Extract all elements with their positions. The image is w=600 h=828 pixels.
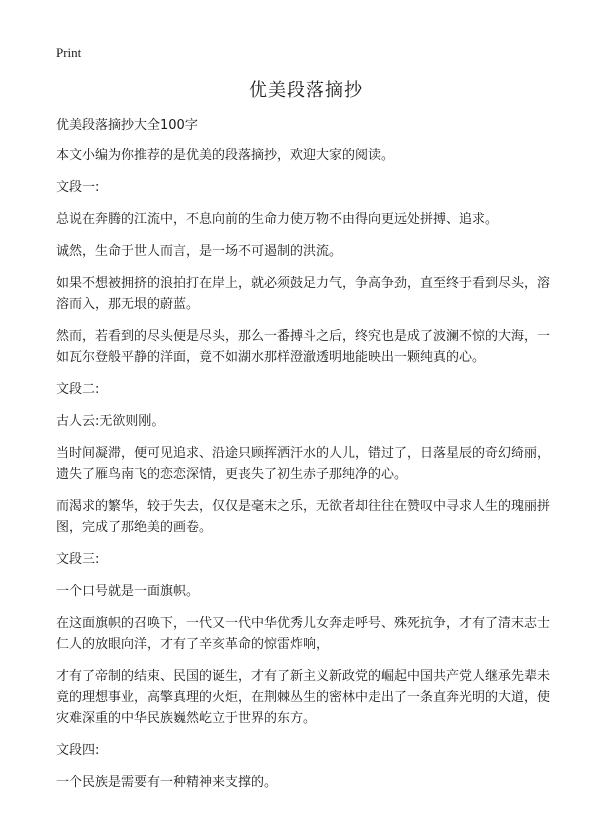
section-heading-3: 文段三: [56,552,100,567]
section-1-paragraph-3: 如果不想被拥挤的浪拍打在岸上，就必须鼓足力气，争高争劲，直至终于看到尽头，溶溶而入，那无垠的蔚蓝。 [56,276,551,312]
section-2-paragraph-2: 当时间凝滞，便可见追求、沿途只顾挥洒汗水的人儿，错过了，日落星辰的奇幻绮丽，遗失了雁鸟南飞的恋恋深情，更丧失了初生赤子那纯净的心。 [56,446,551,482]
print-link[interactable]: Print [56,45,82,60]
section-heading-1: 文段一: [56,180,100,195]
section-heading-2: 文段二: [56,382,100,397]
section-2-paragraph-1: 古人云:无欲则刚。 [56,414,165,429]
section-heading-4: 文段四: [56,743,100,758]
document-subtitle: 优美段落摘抄大全100字 [56,118,198,133]
section-2-paragraph-3: 而渴求的繁华，较于失去，仅仅是毫末之乐，无欲者却往往在赞叹中寻求人生的瑰丽拼图，完成了那绝美的画卷。 [56,499,551,535]
section-1-paragraph-2: 诚然，生命于世人而言，是一场不可遏制的洪流。 [56,244,343,259]
section-3-paragraph-1: 一个口号就是一面旗帜。 [56,584,200,599]
document-title: 优美段落摘抄 [249,80,363,101]
section-1-paragraph-1: 总说在奔腾的江流中，不息向前的生命力使万物不由得向更远处拼搏、追求。 [56,212,499,227]
section-1-paragraph-4: 然而，若看到的尽头便是尽头，那么一番搏斗之后，终究也是成了波澜不惊的大海，一如瓦尔登般平静的洋面，竟不如湖水那样澄澈透明地能映出一颗纯真的心。 [56,329,551,365]
section-3-paragraph-2: 在这面旗帜的召唤下，一代又一代中华优秀儿女奔走呼号、殊死抗争，才有了清末志士仁人的放眼向洋，才有了辛亥革命的惊雷炸响， [56,616,551,652]
section-4-paragraph-1: 一个民族是需要有一种精神来支撑的。 [56,775,278,790]
intro-paragraph: 本文小编为你推荐的是优美的段落摘抄，欢迎大家的阅读。 [56,148,395,163]
section-3-paragraph-3: 才有了帝制的结束、民国的诞生，才有了新主义新政党的崛起中国共产党人继承先辈未竟的理想事业，高擎真理的火炬，在荆棘丛生的密林中走出了一条直奔光明的大道，使灾难深重的中华民族巍然屹立于世界的东方。 [56,669,551,726]
